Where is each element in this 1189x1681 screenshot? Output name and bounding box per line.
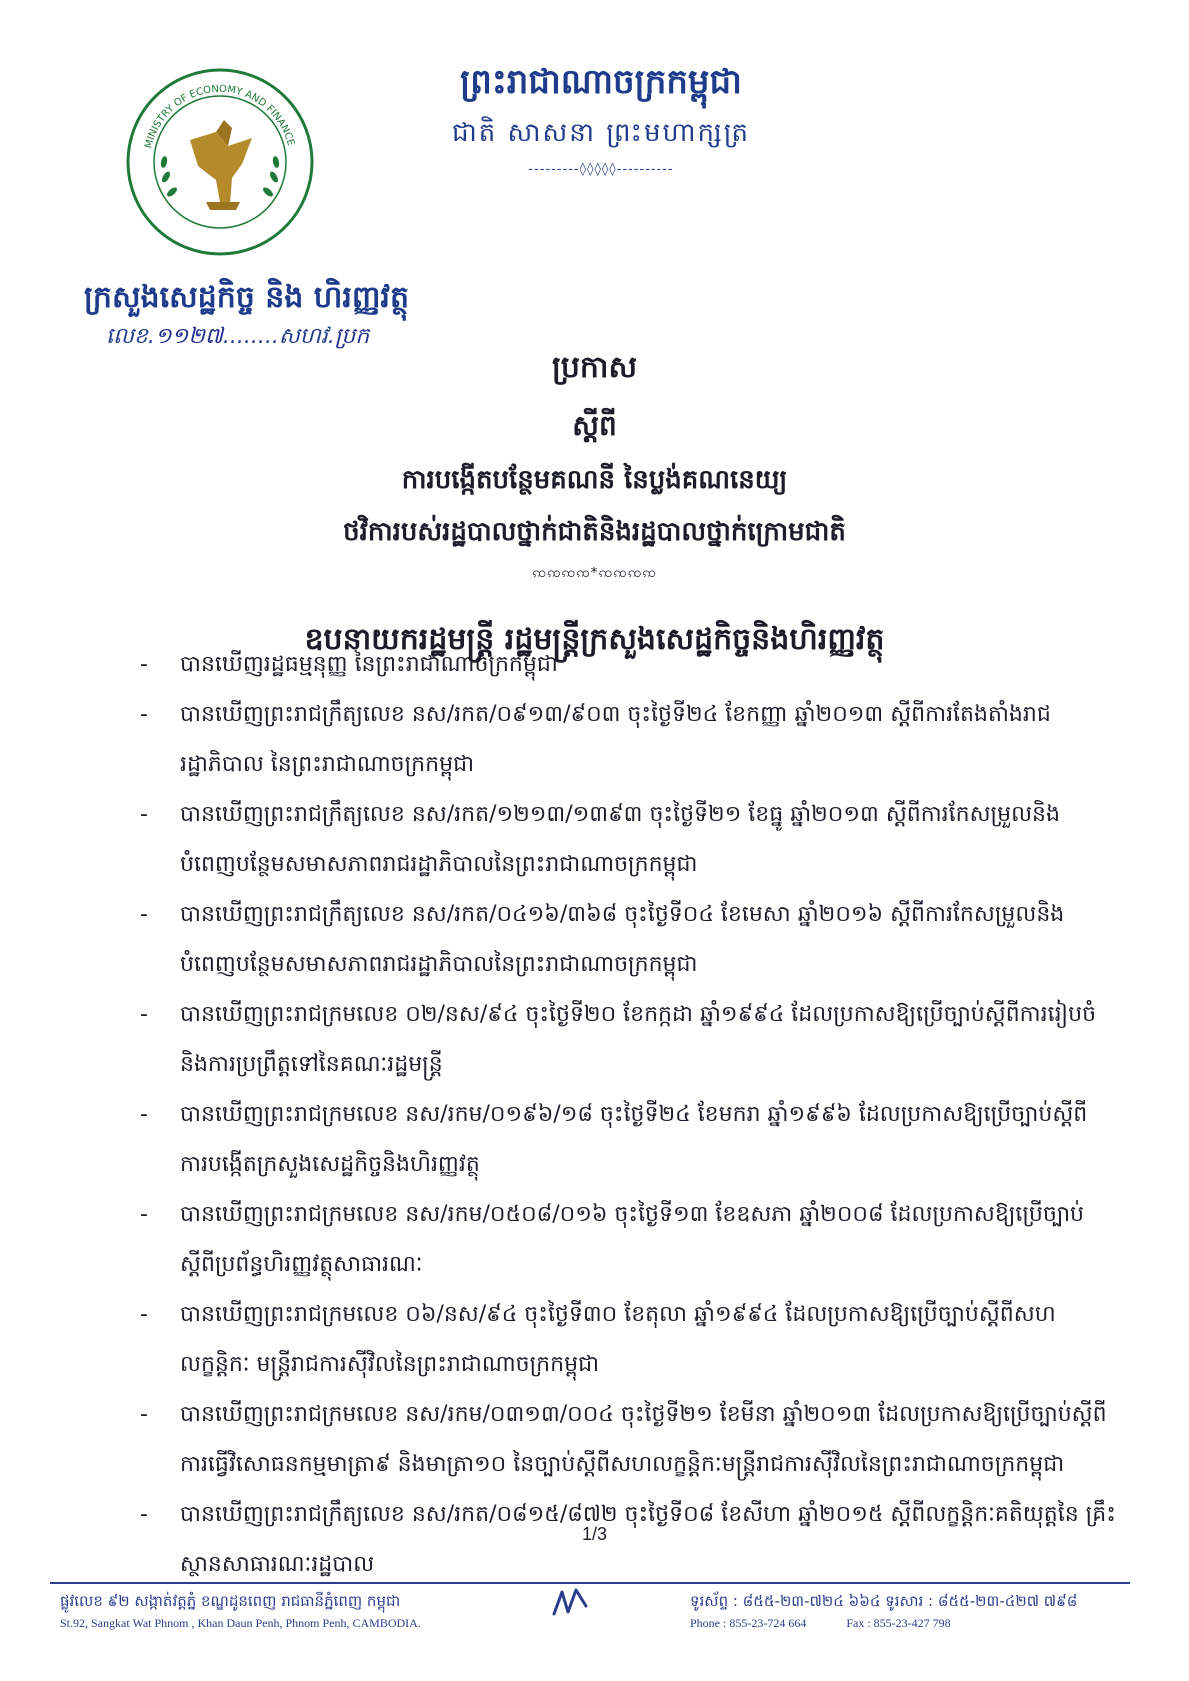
subject-line-1: ការបង្កើតបន្ថែមគណនី នៃប្លង់គណនេយ្យ — [401, 465, 788, 495]
list-item: - បានឃើញព្រះរាជក្រឹត្យលេខ នស/រកត/០៤១៦/៣៦៨ ចុះថ្ងៃទី០៤ ខែមេសា ឆ្នាំ២០១៦ ស្តីពីការកែសម្រួលនិង បំពេញបន្ថែមសមាសភាពរាជរដ្ឋាភិបាលនៃព្រះរាជាណាចក្រកម្ពុជា — [140, 890, 1120, 990]
recital-list — [140, 640, 1120, 1590]
footer-contact — [690, 1592, 1077, 1631]
reference-number: លេខ.១១២៧........សហវ.ប្រក — [106, 324, 370, 349]
ref-number: ១១២៧ — [154, 324, 223, 349]
document-type: ប្រកាស — [551, 350, 638, 385]
footer-divider — [50, 1582, 1130, 1584]
footer-address — [60, 1592, 421, 1631]
kingdom-header — [436, 60, 766, 177]
document-title-block — [0, 348, 1189, 664]
initials-mark-icon — [550, 1586, 590, 1620]
subject-line-2: ថវិការបស់រដ្ឋបាលថ្នាក់ជាតិនិងរដ្ឋបាលថ្នាក់ក្រោមជាតិ — [343, 517, 846, 547]
kingdom-ornament: ---------◊◊◊◊◊---------- — [528, 162, 674, 177]
title-ornament: ꩡꩡꩡꩡ*ꩡꩡꩡꩡ — [532, 565, 657, 581]
kingdom-motto: ជាតិ សាសនា ព្រះមហាក្សត្រ — [452, 118, 750, 148]
phone-en: Phone : 855-23-724 664 — [690, 1616, 807, 1630]
ref-suffix: សហវ — [278, 324, 328, 349]
ref-tag: ប្រក — [334, 324, 370, 349]
issuing-authority: ឧបនាយករដ្ឋមន្ត្រី រដ្ឋមន្ត្រីក្រសួងសេដ្ឋកិច្ចនិងហិរញ្ញវត្ថុ — [304, 622, 885, 657]
list-item: - បានឃើញព្រះរាជក្រឹត្យលេខ នស/រកត/១២១៣/១៣៩៣ ចុះថ្ងៃទី២១ ខែធ្នូ ឆ្នាំ២០១៣ ស្តីពីការកែសម្រួលនិង បំពេញបន្ថែមសមាសភាពរាជរដ្ឋាភិបាលនៃព្រះរាជាណាចក្រកម្ពុជា — [140, 790, 1120, 890]
list-item: - បានឃើញព្រះរាជក្រមលេខ ០៦/នស/៩៤ ចុះថ្ងៃទី៣០ ខែតុលា ឆ្នាំ១៩៩៤ ដែលប្រកាសឱ្យប្រើច្បាប់ស្តីពីសហលក្ខន្តិកៈ មន្ត្រីរាជការស៊ីវិលនៃព្រះរាជាណាចក្រកម្ពុជា — [140, 1290, 1120, 1390]
contact-en — [690, 1616, 1077, 1631]
list-item: - បានឃើញព្រះរាជក្រឹត្យលេខ នស/រកត/០៨១៥/៨៧២ ចុះថ្ងៃទី០៨ ខែសីហា ឆ្នាំ២០១៥ ស្តីពីលក្ខន្តិកៈគតិយុត្តនៃ គ្រឹះស្ថានសាធារណៈរដ្ឋបាល — [140, 1490, 1120, 1590]
list-item: - បានឃើញព្រះរាជក្រមលេខ នស/រកម/០៣១៣/០០៤ ចុះថ្ងៃទី២១ ខែមីនា ឆ្នាំ២០១៣ ដែលប្រកាសឱ្យប្រើច្បាប់ស្តីពី ការធ្វើវិសោធនកម្មមាត្រា៩ និងមាត្រា១០ នៃច្បាប់ស្តីពីសហលក្ខន្តិកៈមន្ត្រីរាជការស៊ីវិលនៃព្រះរាជាណាចក្រកម្ពុជា — [140, 1390, 1120, 1490]
svg-text:MINISTRY OF ECONOMY AND FINANC: MINISTRY OF ECONOMY AND FINANCE — [143, 83, 296, 150]
list-item: - បានឃើញព្រះរាជក្រមលេខ ០២/នស/៩៤ ចុះថ្ងៃទី២០ ខែកក្កដា ឆ្នាំ១៩៩៤ ដែលប្រកាសឱ្យប្រើច្បាប់ស្តីពីការរៀបចំ និងការប្រព្រឹត្តទៅនៃគណៈរដ្ឋមន្ត្រី — [140, 990, 1120, 1090]
list-item: - បានឃើញព្រះរាជក្រមលេខ នស/រកម/០៥០៨/០១៦ ចុះថ្ងៃទី១៣ ខែឧសភា ឆ្នាំ២០០៨ ដែលប្រកាសឱ្យប្រើច្បាប់ ស្តីពីប្រព័ន្ធហិរញ្ញវត្ថុសាធារណៈ — [140, 1190, 1120, 1290]
list-item: - បានឃើញរដ្ឋធម្មនុញ្ញ នៃព្រះរាជាណាចក្រកម្ពុជា — [140, 640, 1120, 690]
ref-label: លេខ — [106, 324, 148, 349]
list-item: - បានឃើញព្រះរាជក្រមលេខ នស/រកម/០១៩៦/១៨ ចុះថ្ងៃទី២៤ ខែមករា ឆ្នាំ១៩៩៦ ដែលប្រកាសឱ្យប្រើច្បាប់ស្តីពី ការបង្កើតក្រសួងសេដ្ឋកិច្ចនិងហិរញ្ញវត្ថុ — [140, 1090, 1120, 1190]
address-kh: ផ្លូវលេខ ៩២ សង្កាត់វត្តភ្នំ ខណ្ឌដូនពេញ រាជធានីភ្នំពេញ កម្ពុជា — [60, 1592, 401, 1610]
document-about: ស្តីពី — [572, 409, 617, 442]
page-number: 1/3 — [581, 1524, 608, 1544]
fax-en: Fax : 855-23-427 798 — [846, 1616, 951, 1630]
list-item: - បានឃើញព្រះរាជក្រឹត្យលេខ នស/រកត/០៩១៣/៩០៣ ចុះថ្ងៃទី២៤ ខែកញ្ញា ឆ្នាំ២០១៣ ស្តីពីការតែងតាំងរាជរដ្ឋាភិបាល នៃព្រះរាជាណាចក្រកម្ពុជា — [140, 690, 1120, 790]
kingdom-title: ព្រះរាជាណាចក្រកម្ពុជា — [460, 62, 742, 102]
ministry-seal — [120, 62, 320, 262]
contact-kh: ទូរស័ព្ទ : ៨៥៥-២៣-៧២៤ ៦៦៤ ទូរសារ : ៨៥៥-២៣-៤២៧ ៧៩៨ — [690, 1592, 1078, 1610]
address-en: St.92, Sangkat Wat Phnom , Khan Daun Penh, Phnom Penh, CAMBODIA. — [60, 1616, 421, 1630]
ministry-name: ក្រសួងសេដ្ឋកិច្ច និង ហិរញ្ញវត្ថុ — [84, 280, 409, 315]
